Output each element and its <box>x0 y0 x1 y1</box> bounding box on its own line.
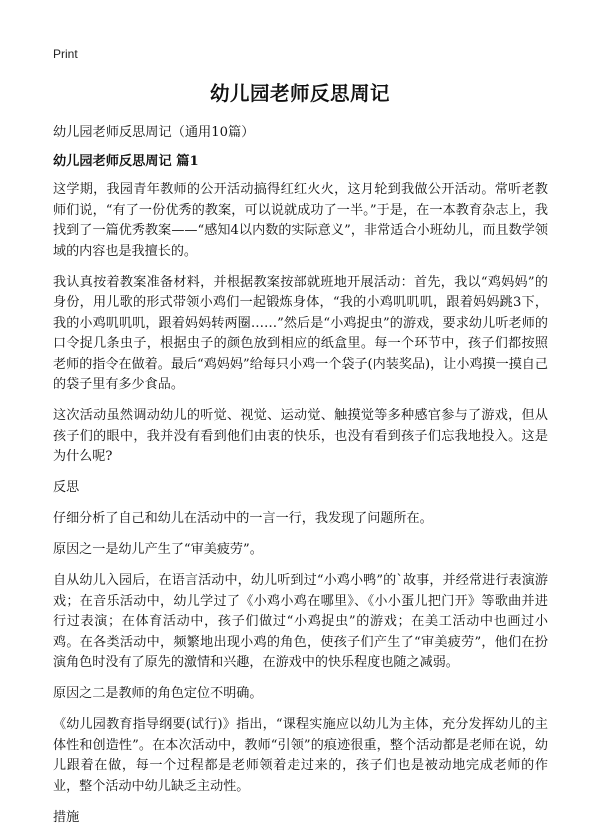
subheading-reflection: 反思 <box>53 480 80 495</box>
document-body <box>53 180 548 839</box>
paragraph-reason-two-detail: 《幼儿园教育指导纲要(试行)》指出，“课程实施应以幼儿为主体，充分发挥幼儿的主体性和创造性”。在本次活动中，教师“引领”的痕迹很重，整个活动都是老师在说，幼儿跟着在做，每一个过程都是老师领着走过来的，孩子们也是被动地完成老师的作业，整个活动中幼儿缺乏主动性。 <box>53 717 548 794</box>
subheading-measures: 措施 <box>53 809 80 825</box>
section-heading: 幼儿园老师反思周记 篇1 <box>53 154 199 169</box>
paragraph-question: 这次活动虽然调动幼儿的听觉、视觉、运动觉、触摸觉等多种感官参与了游戏，但从孩子们的眼中，我并没有看到他们由衷的快乐，也没有看到孩子们忘我地投入。这是为什么呢? <box>53 408 548 464</box>
paragraph-activity: 我认真按着教案准备材料，并根据教案按部就班地开展活动：首先，我以“鸡妈妈”的身份，用儿歌的形式带领小鸡们一起锻炼身体，“我的小鸡叽叽叽，跟着妈妈跳3下，我的小鸡叽叽叽，跟着妈妈转两圈……”然后是“小鸡捉虫”的游戏，要求幼儿听老师的口令捉几条虫子，根据虫子的颜色放到相应的纸盒里。每一个环节中，孩子们都按照老师的指令在做着。最后“鸡妈妈”给每只小鸡一个袋子(内装奖品)，让小鸡摸一摸自己的袋子里有多少食品。 <box>53 274 548 392</box>
print-link[interactable]: Print <box>53 47 78 61</box>
paragraph-reason-one: 原因之一是幼儿产生了“审美疲劳”。 <box>53 542 263 557</box>
paragraph-intro: 这学期，我园青年教师的公开活动搞得红红火火，这月轮到我做公开活动。常听老教师们说，“有了一份优秀的教案，可以说就成功了一半。”于是，在一本教育杂志上，我找到了一篇优秀教案——“感知4以内数的实际意义”，非常适合小班幼儿，而且数学领域的内容也是我擅长的。 <box>53 182 548 259</box>
paragraph-analysis: 仔细分析了自己和幼儿在活动中的一言一行，我发现了问题所在。 <box>53 511 433 526</box>
page-title: 幼儿园老师反思周记 <box>209 82 390 105</box>
paragraph-reason-one-detail: 自从幼儿入园后，在语言活动中，幼儿听到过“小鸡小鸭”的`故事，并经常进行表演游戏；在音乐活动中，幼儿学过了《小鸡小鸡在哪里》、《小小蛋儿把门开》等歌曲并进行过表演；在体育活动中，孩子们做过“小鸡捉虫”的游戏；在美工活动中也画过小鸡。在各类活动中，频繁地出现小鸡的角色，使孩子们产生了“审美疲劳”，他们在扮演角色时没有了原先的激情和兴趣，在游戏中的快乐程度也随之减弱。 <box>53 573 548 670</box>
document-subtitle: 幼儿园老师反思周记（通用10篇） <box>53 125 255 140</box>
paragraph-reason-two: 原因之二是教师的角色定位不明确。 <box>53 686 263 701</box>
